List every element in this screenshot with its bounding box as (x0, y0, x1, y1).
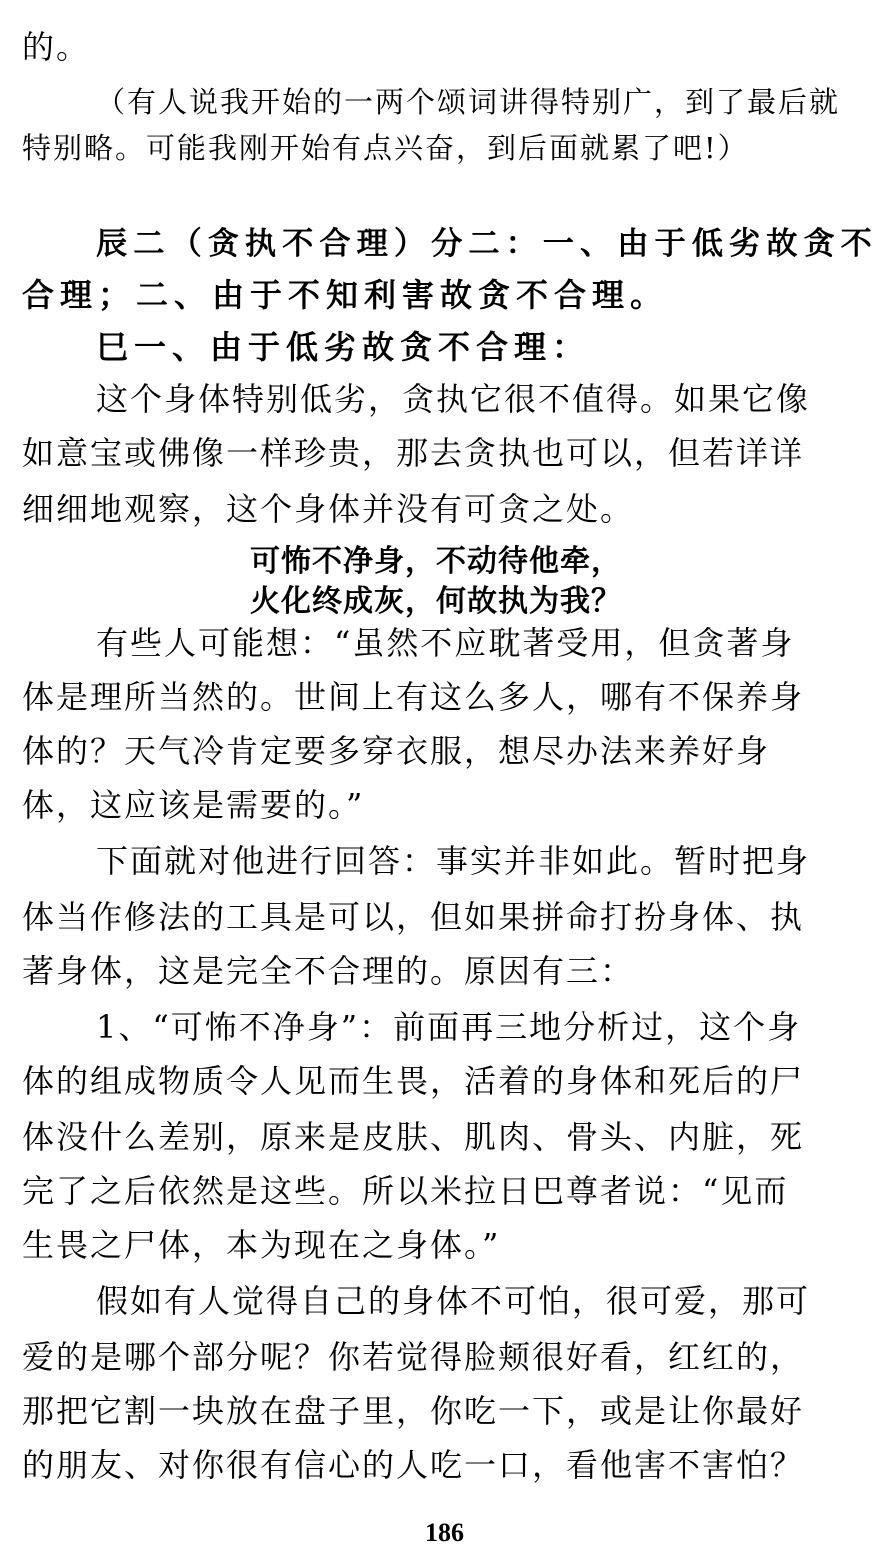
body-line: 的朋友、对你很有信心的人吃一口，看他害不害怕？ (22, 1446, 805, 1484)
body-line: 这个身体特别低劣，贪执它很不值得。如果它像 (96, 380, 811, 418)
section-heading: 辰二（贪执不合理）分二：一、由于低劣故贪不 (96, 226, 878, 262)
body-line: 细细地观察，这个身体并没有可贪之处。 (22, 490, 635, 528)
body-line: 有些人可能想：“虽然不应耽著受用，但贪著身 (96, 624, 795, 662)
body-line: 1、“可怖不净身”：前面再三地分析过，这个身 (96, 1008, 802, 1046)
body-line: 体是理所当然的。世间上有这么多人，哪有不保养身 (22, 678, 805, 716)
body-line: 体的？天气冷肯定要多穿衣服，想尽办法来养好身 (22, 732, 771, 770)
body-line: 体没什么差别，原来是皮肤、肌肉、骨头、内脏，死 (22, 1118, 805, 1156)
verse-line: 火化终成灰，何故执为我？ (250, 584, 622, 619)
body-line: 体当作修法的工具是可以，但如果拼命打扮身体、执 (22, 898, 805, 936)
body-line: 体，这应该是需要的。” (22, 786, 365, 824)
aside-line: 特别略。可能我刚开始有点兴奋，到后面就累了吧!） (22, 131, 749, 165)
section-heading: 合理；二、由于不知利害故贪不合理。 (22, 276, 669, 314)
aside-line: （有人说我开始的一两个颂词讲得特别广，到了最后就 (96, 85, 841, 119)
body-line: 爱的是哪个部分呢？你若觉得脸颊很好看，红红的， (22, 1338, 805, 1376)
verse-line: 可怖不净身，不动待他牵， (250, 544, 622, 579)
body-line: 假如有人觉得自己的身体不可怕，很可爱，那可 (96, 1282, 811, 1320)
body-line: 如意宝或佛像一样珍贵，那去贪执也可以，但若详详 (22, 434, 805, 472)
subsection-heading: 巳一、由于低劣故贪不合理： (96, 328, 591, 366)
body-line: 生畏之尸体，本为现在之身体。” (22, 1226, 501, 1264)
body-line: 完了之后依然是这些。所以米拉日巴尊者说：“见而 (22, 1172, 789, 1210)
body-line: 那把它割一块放在盘子里，你吃一下，或是让你最好 (22, 1392, 805, 1430)
body-line: 的。 (22, 28, 91, 66)
body-line: 体的组成物质令人见而生畏，活着的身体和死后的尸 (22, 1062, 805, 1100)
body-line: 下面就对他进行回答：事实并非如此。暂时把身 (96, 842, 811, 880)
body-line: 著身体，这是完全不合理的。原因有三： (22, 952, 635, 990)
page-number: 186 (425, 1518, 464, 1547)
